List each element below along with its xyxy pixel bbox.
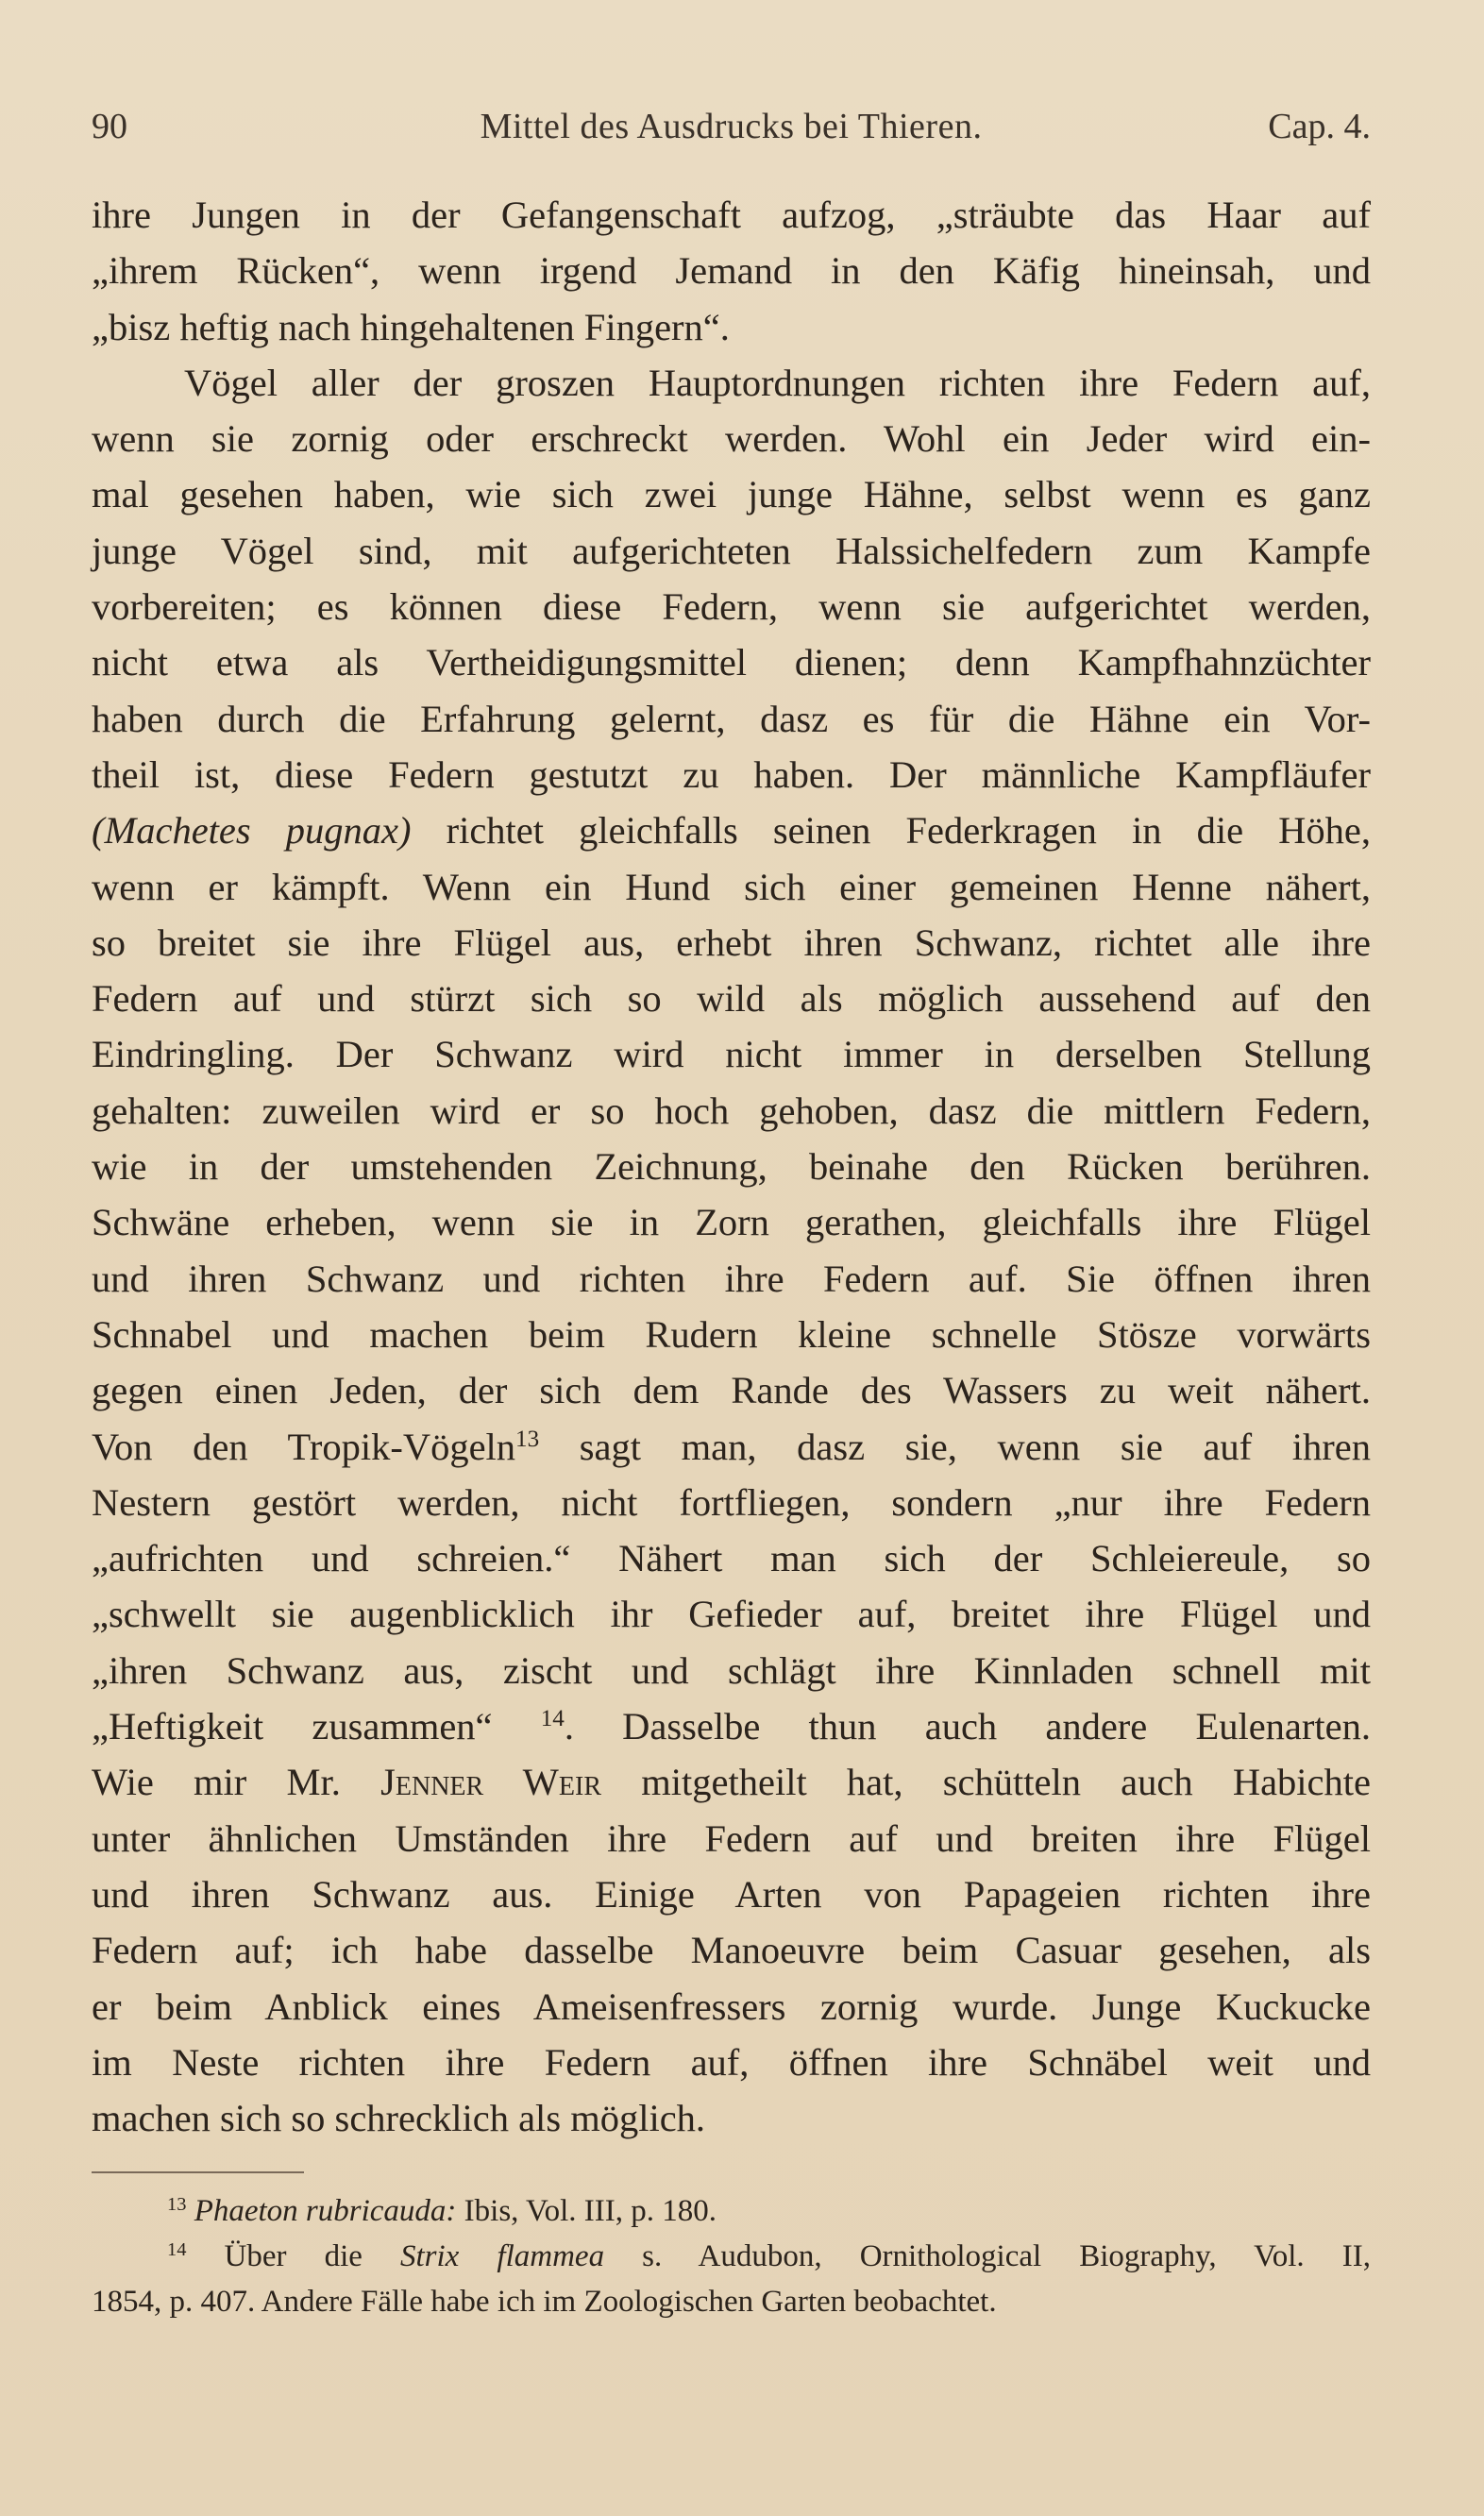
body-text — [92, 187, 1371, 2146]
text-line: gegen einen Jeden, der sich dem Rande des Wassers zu weit nähert. — [92, 1369, 1371, 1412]
text-line: Nestern gestört werden, nicht fortfliegen, sondern „nur ihre Federn — [92, 1480, 1371, 1524]
footnote-mark: 14 — [167, 2238, 187, 2260]
text-line: „schwellt sie augenblicklich ihr Gefieder auf, breitet ihre Flügel und — [92, 1593, 1371, 1636]
running-title: Mittel des Ausdrucks bei Thieren. — [480, 107, 983, 146]
text-line: nicht etwa als Vertheidigungsmittel dienen; denn Kampfhahnzüchter — [92, 641, 1371, 684]
footnotes — [92, 2188, 1371, 2324]
text-line: er beim Anblick eines Ameisenfressers zornig wurde. Junge Kuckucke — [92, 1984, 1371, 2028]
text-line: im Neste richten ihre Federn auf, öffnen ihre Schnäbel weit und — [92, 2040, 1371, 2084]
text-line: Wie mir Mr. Jenner Weir mitgetheilt hat, schütteln auch Habichte — [92, 1761, 1372, 1804]
text-line: „Heftigkeit zusammen“ $^{14}$. Dasselbe thun auch andere Eulenarten. — [92, 1705, 1371, 1748]
footnote-divider — [92, 2171, 304, 2173]
text-line: Schwäne erheben, wenn sie in Zorn gerathen, gleichfalls ihre Flügel — [92, 1201, 1371, 1244]
text-line: gehalten: zuweilen wird er so hoch gehoben, dasz die mittlern Federn, — [92, 1089, 1371, 1132]
footnote-13: $^{13}$ Phaeton rubricauda: Ibis, Vol. III, p. 180. — [167, 2193, 717, 2228]
text-line: „bisz heftig nach hingehaltenen Fingern“. — [92, 305, 730, 348]
species-name: Strix flammea — [400, 2239, 605, 2273]
text-line: junge Vögel sind, mit aufgerichteten Halssichelfedern zum Kampfe — [92, 529, 1371, 572]
running-header — [92, 106, 1371, 155]
footnote-ref-14[interactable]: 14 — [540, 1706, 565, 1732]
text-line: unter ähnlichen Umständen ihre Federn auf und breiten ihre Flügel — [92, 1816, 1371, 1860]
text-line: „ihren Schwanz aus, zischt und schlägt ihre Kinnladen schnell mit — [92, 1648, 1371, 1692]
text-line: (Machetes pugnax) richtet gleichfalls seinen Federkragen in die Höhe, — [92, 809, 1372, 853]
text-line: vorbereiten; es können diese Federn, wenn sie aufgerichtet werden, — [92, 585, 1371, 629]
text-line: Eindringling. Der Schwanz wird nicht immer in derselben Stellung — [92, 1033, 1371, 1076]
text-line: Schnabel und machen beim Rudern kleine schnelle Stösze vorwärts — [92, 1312, 1371, 1356]
text-line: „aufrichten und schreien.“ Nähert man sich der Schleiereule, so — [92, 1537, 1371, 1580]
species-name: Phaeton rubricauda: — [194, 2194, 457, 2228]
chapter-label: Cap. 4. — [1268, 107, 1371, 146]
footnote-14: $^{14}$ Über die Strix flammea s. Audubon, Ornithological Biography, Vol. II, — [167, 2238, 1371, 2273]
text-line: theil ist, diese Federn gestutzt zu haben. Der männliche Kampfläufer — [92, 752, 1371, 796]
text-line: Vögel aller der groszen Hauptordnungen richten ihre Federn auf, — [184, 361, 1371, 404]
text-line: wenn er kämpft. Wenn ein Hund sich einer gemeinen Henne nähert, — [92, 865, 1371, 908]
text-line: wenn sie zornig oder erschreckt werden. Wohl ein Jeder wird ein- — [92, 417, 1371, 461]
person-name: Jenner Weir — [380, 1761, 602, 1804]
page-number: 90 — [92, 107, 127, 146]
text-line: und ihren Schwanz und richten ihre Federn auf. Sie öffnen ihren — [92, 1257, 1371, 1300]
text-line: Federn auf; ich habe dasselbe Manoeuvre beim Casuar gesehen, als — [92, 1929, 1371, 1972]
text-line: machen sich so schrecklich als möglich. — [92, 2097, 706, 2140]
species-name: (Machetes pugnax) — [92, 809, 412, 853]
text-line: und ihren Schwanz aus. Einige Arten von Papageien richten ihre — [92, 1872, 1371, 1916]
text-line: ihre Jungen in der Gefangenschaft aufzog, „sträubte das Haar auf — [92, 194, 1371, 236]
text-line: so breitet sie ihre Flügel aus, erhebt ihren Schwanz, richtet alle ihre — [92, 920, 1371, 964]
footnote-mark: 13 — [167, 2193, 187, 2215]
text-line: Federn auf und stürzt sich so wild als möglich aussehend auf den — [92, 977, 1371, 1021]
text-line: haben durch die Erfahrung gelernt, dasz es für die Hähne ein Vor- — [92, 697, 1371, 740]
text-line: mal gesehen haben, wie sich zwei junge Hähne, selbst wenn es ganz — [92, 473, 1371, 516]
text-line: „ihrem Rücken“, wenn irgend Jemand in den Käfig hineinsah, und — [92, 249, 1371, 293]
text-line: Von den Tropik-Vögeln$^{13}$ sagt man, dasz sie, wenn sie auf ihren — [92, 1425, 1372, 1468]
footnote-14-continued: 1854, p. 407. Andere Fälle habe ich im Zoologischen Garten beobachtet. — [92, 2285, 997, 2319]
footnote-ref-13[interactable]: 13 — [515, 1426, 540, 1452]
text-line: wie in der umstehenden Zeichnung, beinahe den Rücken berühren. — [92, 1145, 1371, 1189]
